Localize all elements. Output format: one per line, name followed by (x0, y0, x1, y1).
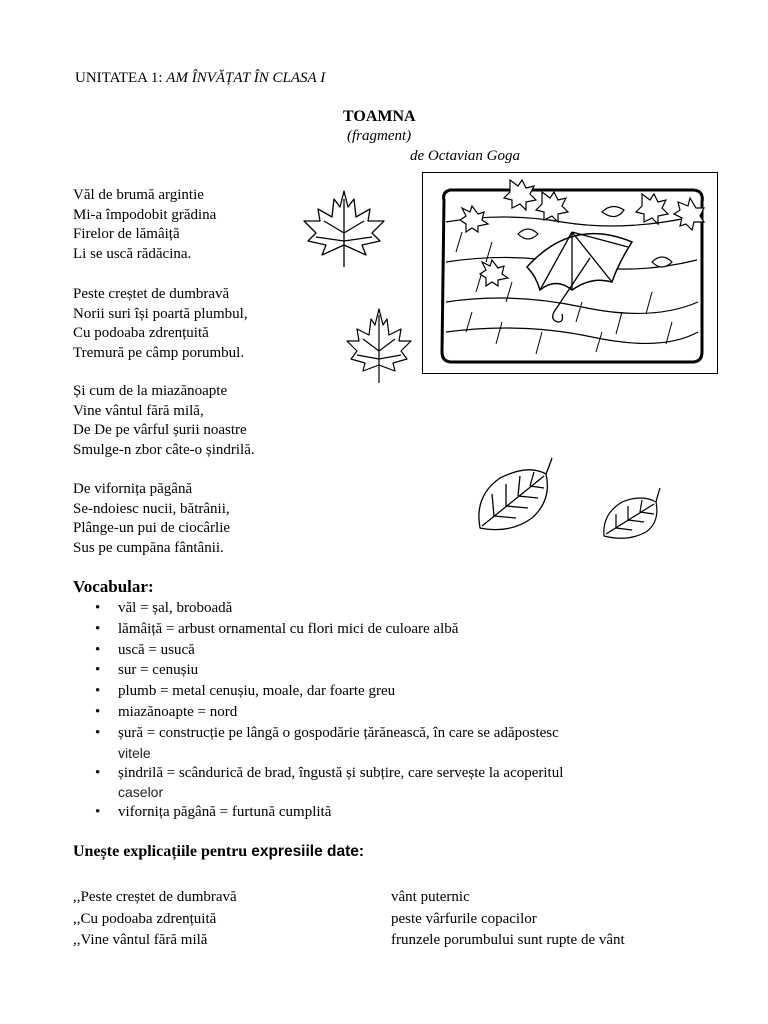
explanation: peste vârfurile copacilor (391, 910, 537, 927)
poem-line: Li se uscă rădăcina. (73, 245, 192, 262)
poem-line: Cu podoaba zdrențuită (73, 325, 209, 342)
vocabulary-item: • șură = construcție pe lângă o gospodărie țărănească, în care se adăpostesc vitele (95, 723, 563, 763)
poem-line: Smulge-n zbor câte-o șindrilă. (73, 441, 255, 458)
exercise-heading (73, 843, 364, 861)
poem-line: Vine vântul fără milă, (73, 402, 204, 419)
birch-leaf-icon (600, 486, 666, 544)
vocabulary-item: • miazănoapte = nord (95, 702, 563, 723)
exercise-heading-part1: Unește explicațiile pentru (73, 843, 248, 860)
poem-line: Plânge-un pui de ciocârlie (73, 520, 231, 537)
vocabulary-item: • vifornița păgână = furtună cumplită (95, 802, 563, 823)
explanation: frunzele porumbului sunt rupte de vânt (391, 932, 625, 948)
poem-subtitle: (fragment) (347, 128, 412, 144)
poem-line: Văl de brumă argintie (73, 187, 204, 203)
poem-line: Firelor de lămâiță (73, 226, 180, 243)
poem-line: Sus pe cumpăna fântânii. (73, 539, 224, 556)
stanza-3 (73, 382, 255, 460)
expression: ,,Cu podoaba zdrențuită (73, 910, 217, 927)
poem-line: De De pe vârful șurii noastre (73, 422, 247, 439)
vocabulary-item: • uscă = usucă (95, 640, 563, 661)
vocabulary-item: • văl = șal, broboadă (95, 598, 563, 619)
vocabulary-item-continuation: vitele (118, 744, 151, 761)
poem-line: Tremură pe câmp porumbul. (73, 344, 245, 361)
exercise-heading-part2: expresiile date: (251, 843, 365, 860)
stanza-4 (73, 480, 230, 558)
explanation: vânt puternic (391, 889, 470, 905)
vocabulary-item-continuation: caselor (118, 784, 164, 801)
vocabulary-item: • șindrilă = scândurică de brad, îngustă și subțire, care servește la acoperitul caselor (95, 763, 563, 803)
poem-author: de Octavian Goga (410, 148, 520, 164)
vocabulary-item: • lămâiță = arbust ornamental cu flori mici de culoare albă (95, 619, 563, 640)
vocabulary-list (95, 598, 563, 823)
unit-label: UNITATEA 1: (75, 70, 163, 86)
unit-heading (75, 69, 325, 89)
vocabulary-item: • plumb = metal cenușiu, moale, dar foarte greu (95, 681, 563, 702)
poem-line: Mi-a împodobit grădina (73, 206, 217, 223)
poem-line: Se-ndoiesc nucii, bătrânii, (73, 500, 230, 517)
maple-leaf-icon (345, 305, 413, 387)
unit-title: AM ÎNVĂȚAT ÎN CLASA I (166, 70, 326, 86)
expression: ,,Peste creștet de dumbravă (73, 889, 237, 905)
poem-line: Și cum de la miazănoapte (73, 383, 228, 399)
poem-line: Norii suri își poartă plumbul, (73, 305, 248, 322)
birch-leaf-icon (470, 456, 562, 536)
stanza-2 (73, 285, 248, 363)
maple-leaf-icon (300, 185, 388, 273)
poem-line: Peste creștet de dumbravă (73, 286, 230, 302)
vocabulary-item: • sur = cenușiu (95, 660, 563, 681)
poem-title: TOAMNA (343, 108, 416, 125)
expression: ,,Vine vântul fără milă (73, 932, 208, 948)
stanza-1 (73, 186, 216, 264)
poem-line: De vifornița păgână (73, 481, 193, 497)
vocabulary-heading: Vocabular: (73, 577, 154, 596)
umbrella-rain-scene (422, 172, 718, 374)
